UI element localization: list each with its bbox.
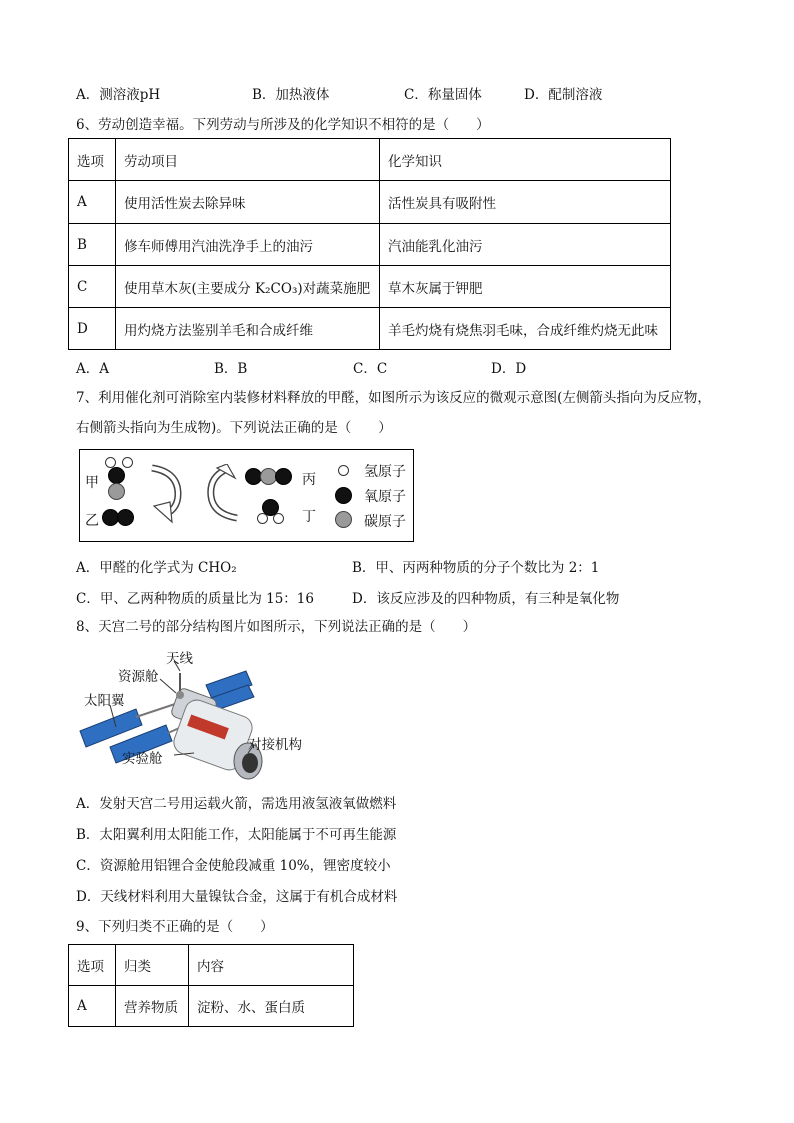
table-cell: A bbox=[69, 181, 116, 224]
q6-option-b: B．B bbox=[214, 361, 248, 377]
space-station-illustration bbox=[76, 643, 316, 783]
q9-table bbox=[68, 944, 354, 1027]
table-cell: 营养物质 bbox=[116, 986, 189, 1027]
q7-stem-line1: 7、利用催化剂可消除室内装修材料释放的甲醛，如图所示为该反应的微观示意图(左侧箭头指向为反应物， bbox=[76, 390, 711, 406]
label-lab-module: 实验舱 bbox=[122, 751, 163, 767]
q5-option-a: A．测溶液pH bbox=[76, 87, 161, 103]
q8-stem: 8、天宫二号的部分结构图片如图所示，下列说法正确的是（ ） bbox=[76, 619, 477, 635]
q6-table bbox=[68, 138, 671, 350]
table-header-cell: 选项 bbox=[69, 945, 116, 986]
tiangong-figure bbox=[76, 643, 316, 783]
legend-oxygen: 氧原子 bbox=[364, 489, 406, 505]
table-cell: 淀粉、水、蛋白质 bbox=[189, 986, 354, 1027]
label-docking-mechanism: 对接机构 bbox=[248, 737, 302, 753]
table-header-cell: 劳动项目 bbox=[116, 139, 380, 181]
table-header-cell: 内容 bbox=[189, 945, 354, 986]
oxygen-atom bbox=[108, 467, 125, 484]
table-cell: B bbox=[69, 224, 116, 266]
table-cell: 使用活性炭去除异味 bbox=[116, 181, 380, 224]
table-row bbox=[69, 308, 671, 350]
label-yi: 乙 bbox=[85, 513, 99, 529]
table-cell: 草木灰属于钾肥 bbox=[380, 266, 671, 308]
q7-option-c: C．甲、乙两种物质的质量比为 15：16 bbox=[76, 591, 314, 607]
label-ding: 丁 bbox=[302, 509, 316, 525]
oxygen-atom bbox=[335, 487, 352, 504]
carbon-atom bbox=[335, 511, 352, 528]
table-cell: 汽油能乳化油污 bbox=[380, 224, 671, 266]
right-curved-arrow-icon bbox=[203, 464, 243, 526]
table-header-cell: 归类 bbox=[116, 945, 189, 986]
table-row bbox=[69, 224, 671, 266]
hydrogen-atom bbox=[338, 465, 349, 476]
table-header-row bbox=[69, 945, 354, 986]
legend-carbon: 碳原子 bbox=[364, 514, 406, 530]
table-cell: A bbox=[69, 986, 116, 1027]
hydrogen-atom bbox=[273, 513, 284, 524]
table-cell: 活性炭具有吸附性 bbox=[380, 181, 671, 224]
label-jia: 甲 bbox=[85, 475, 99, 491]
table-row bbox=[69, 266, 671, 308]
table-cell: D bbox=[69, 308, 116, 350]
legend-hydrogen: 氢原子 bbox=[364, 464, 406, 480]
q5-options bbox=[76, 83, 776, 103]
label-solar-wing: 太阳翼 bbox=[84, 693, 125, 709]
oxygen-atom bbox=[117, 509, 134, 526]
table-cell: 使用草木灰(主要成分 K₂CO₃)对蔬菜施肥 bbox=[116, 266, 380, 308]
q8-option-b: B．太阳翼利用太阳能工作，太阳能属于不可再生能源 bbox=[76, 827, 397, 843]
q7-stem-line2: 右侧箭头指向为生成物)。下列说法正确的是（ ） bbox=[76, 420, 392, 436]
q9-stem: 9、下列归类不正确的是（ ） bbox=[76, 919, 274, 935]
molecule-diagram bbox=[79, 449, 414, 542]
q6-option-d: D．D bbox=[491, 361, 527, 377]
carbon-atom bbox=[108, 483, 125, 500]
q8-option-d: D．天线材料利用大量镍钛合金，这属于有机合成材料 bbox=[76, 889, 398, 905]
q7-option-d: D．该反应涉及的四种物质，有三种是氧化物 bbox=[352, 591, 620, 607]
q6-stem: 6、劳动创造幸福。下列劳动与所涉及的化学知识不相符的是（ ） bbox=[76, 117, 490, 133]
table-header-row bbox=[69, 139, 671, 181]
q6-option-a: A．A bbox=[76, 361, 109, 377]
q7-option-b: B．甲、丙两种物质的分子个数比为 2：1 bbox=[352, 560, 600, 576]
hydrogen-atom bbox=[122, 457, 133, 468]
table-cell: C bbox=[69, 266, 116, 308]
q8-option-a: A．发射天宫二号用运载火箭，需选用液氢液氧做燃料 bbox=[76, 796, 397, 812]
q7-option-a: A．甲醛的化学式为 CHO₂ bbox=[76, 560, 237, 576]
table-cell: 羊毛灼烧有烧焦羽毛味，合成纤维灼烧无此味 bbox=[380, 308, 671, 350]
table-row bbox=[69, 181, 671, 224]
label-bing: 丙 bbox=[302, 472, 316, 488]
q8-option-c: C．资源舱用铝锂合金使舱段减重 10%，锂密度较小 bbox=[76, 858, 391, 874]
q5-option-b: B．加热液体 bbox=[252, 87, 330, 103]
q6-option-c: C．C bbox=[353, 361, 388, 377]
table-row bbox=[69, 986, 354, 1027]
q5-option-c: C．称量固体 bbox=[404, 87, 482, 103]
table-cell: 修车师傅用汽油洗净手上的油污 bbox=[116, 224, 380, 266]
table-cell: 用灼烧方法鉴别羊毛和合成纤维 bbox=[116, 308, 380, 350]
table-header-cell: 化学知识 bbox=[380, 139, 671, 181]
hydrogen-atom bbox=[257, 513, 268, 524]
table-header-cell: 选项 bbox=[69, 139, 116, 181]
q6-options bbox=[76, 357, 676, 377]
oxygen-atom bbox=[275, 468, 292, 485]
q5-option-d: D．配制溶液 bbox=[524, 87, 603, 103]
label-antenna: 天线 bbox=[166, 651, 193, 667]
left-curved-arrow-icon bbox=[148, 462, 188, 524]
label-resource-module: 资源舱 bbox=[118, 669, 159, 685]
